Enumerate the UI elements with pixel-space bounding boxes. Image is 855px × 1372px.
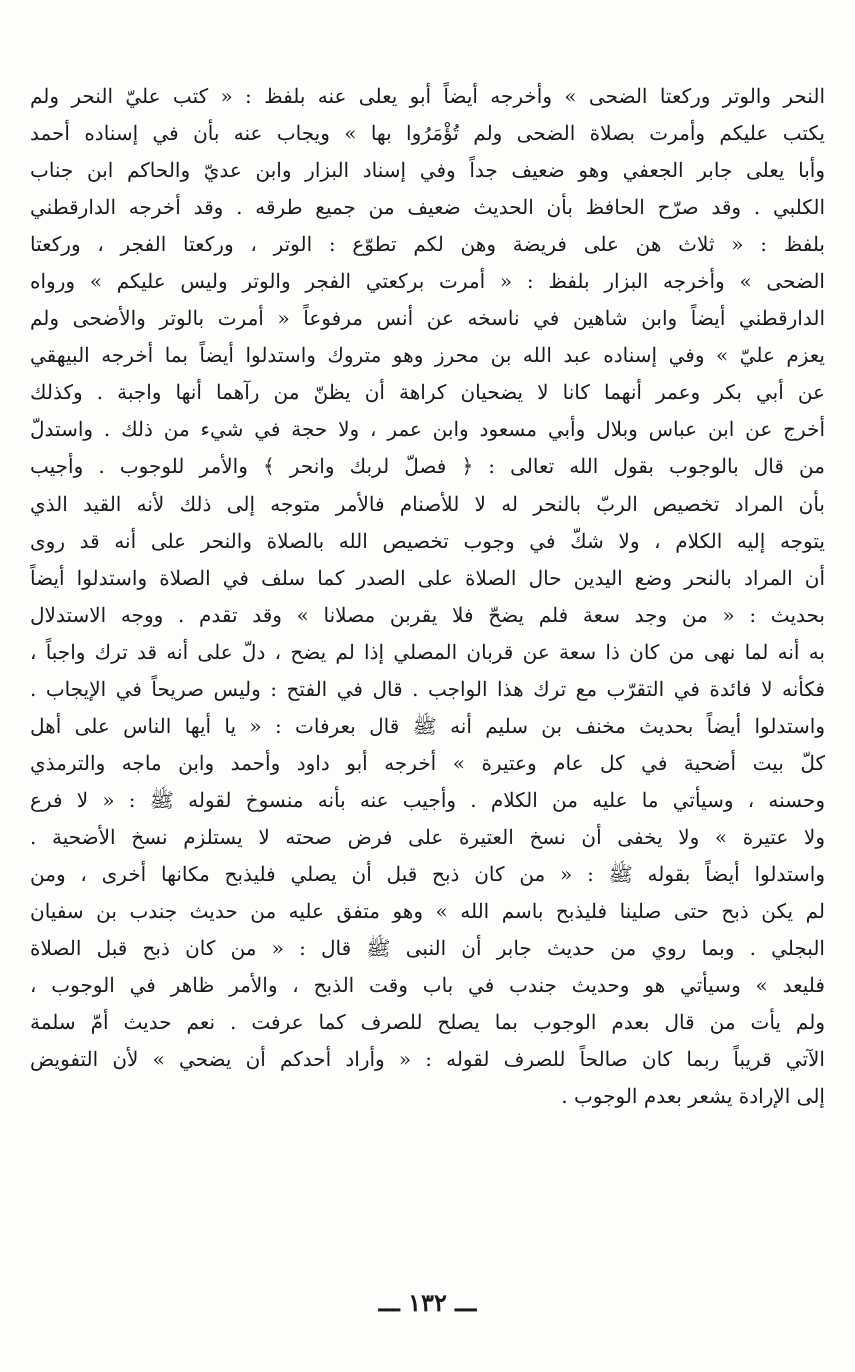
text-line: فكأنه لا فائدة في التقرّب مع ترك هذا الواجب . قال في الفتح : وليس صريحاً في الإيجاب .: [30, 676, 825, 701]
text-line: بأن المراد تخصيص الربّ بالنحر له لا للأصنام فالأمر متوجه إلى ذلك لأنه القيد الذي: [30, 491, 825, 516]
text-line: الضحى » وأخرجه البزار بلفظ : « أمرت بركعتي الفجر والوتر وليس عليكم » ورواه: [30, 269, 825, 294]
text-line: وحسنه ، وسيأتي ما عليه من الكلام . وأجيب عنه بأنه منسوخ لقوله ﷺ : « لا فرع: [30, 787, 825, 812]
text-line: الدارقطني أيضاً وابن شاهين في ناسخه عن أنس مرفوعاً « أمرت بالوتر والأضحى ولم: [30, 306, 825, 331]
body-text: [30, 78, 825, 1115]
text-line: وأبا يعلى جابر الجعفي وهو ضعيف جداً وفي إسناد البزار وابن عديّ والحاكم ابن جناب: [30, 158, 825, 183]
text-line: يكتب عليكم وأمرت بصلاة الضحى ولم تُؤْمَرُوا بها » ويجاب عنه بأن في إسناده أحمد: [30, 121, 825, 146]
text-line: فليعد » وسيأتي هو وحديث جندب في باب وقت الذبح ، والأمر ظاهر في الوجوب ،: [30, 973, 825, 998]
text-line: كلّ بيت أضحية في كل عام وعتيرة » أخرجه أبو داود وأحمد وابن ماجه والترمذي: [30, 750, 825, 775]
text-line: إلى الإرادة يشعر بعدم الوجوب .: [561, 1084, 825, 1109]
text-line: من قال بالوجوب بقول الله تعالى : ﴿ فصلّ لربك وانحر ﴾ والأمر للوجوب . وأجيب: [30, 454, 825, 479]
text-line: ولا عتيرة » ولا يخفى أن نسخ العتيرة على فرض صحته لا يستلزم نسخ الأضحية .: [30, 824, 825, 849]
text-line: واستدلوا أيضاً بقوله ﷺ : « من كان ذبح قبل أن يصلي فليذبح مكانها أخرى ، ومن: [30, 861, 825, 886]
text-line: يعزم عليّ » وفي إسناده عبد الله بن محرز وهو متروك واستدلوا أيضاً بما أخرجه البيهقي: [30, 343, 825, 368]
text-line: بلفظ : « ثلاث هن على فريضة وهن لكم تطوّع : الوتر ، وركعتا الفجر ، وركعتا: [30, 232, 825, 257]
text-line: بحديث : « من وجد سعة فلم يضحّ فلا يقربن مصلانا » وقد تقدم . ووجه الاستدلال: [30, 602, 825, 627]
text-line: النحر والوتر وركعتا الضحى » وأخرجه أيضاً أبو يعلى عنه بلفظ : « كتب عليّ النحر ولم: [30, 84, 825, 108]
text-line: أن المراد بالنحر وضع اليدين حال الصلاة على الصدر كما سلف في الصلاة واستدلوا أيضاً: [30, 565, 825, 590]
text-line: الكلبي . وقد صرّح الحافظ بأن الحديث ضعيف من جميع طرقه . وقد أخرجه الدارقطني: [30, 195, 825, 220]
text-line: لم يكن ذبح حتى صلينا فليذبح باسم الله » وهو متفق عليه من حديث جندب بن سفيان: [30, 899, 825, 924]
text-line: يتوجه إليه الكلام ، ولا شكّ في وجوب تخصيص الله بالصلاة والنحر على أنه قد روى: [30, 528, 825, 553]
text-line: به أنه لما نهى من كان ذا سعة عن قربان المصلي إذا لم يضح ، دلّ على أنه قد ترك واجباً ،: [30, 639, 825, 664]
text-line: ولم يأت من قال بعدم الوجوب بما يصلح للصرف كما عرفت . نعم حديث أمّ سلمة: [30, 1010, 825, 1035]
text-line: واستدلوا أيضاً بحديث مخنف بن سليم أنه ﷺ قال بعرفات : « يا أيها الناس على أهل: [30, 713, 825, 738]
page-number: ـــ ١٣٢ ـــ: [378, 1288, 477, 1317]
text-line: أخرج عن ابن عباس وبلال وأبي مسعود وابن عمر ، ولا حجة في شيء من ذلك . واستدلّ: [30, 417, 825, 442]
text-line: عن أبي بكر وعمر أنهما كانا لا يضحيان كراهة أن يظنّ من رآهما أنها واجبة . وكذلك: [30, 380, 825, 405]
text-line: البجلي . وبما روي من حديث جابر أن النبى ﷺ قال : « من كان ذبح قبل الصلاة: [30, 936, 825, 961]
text-line: الآتي قريباً ربما كان صالحاً للصرف لقوله : « وأراد أحدكم أن يضحي » لأن التفويض: [30, 1047, 825, 1072]
